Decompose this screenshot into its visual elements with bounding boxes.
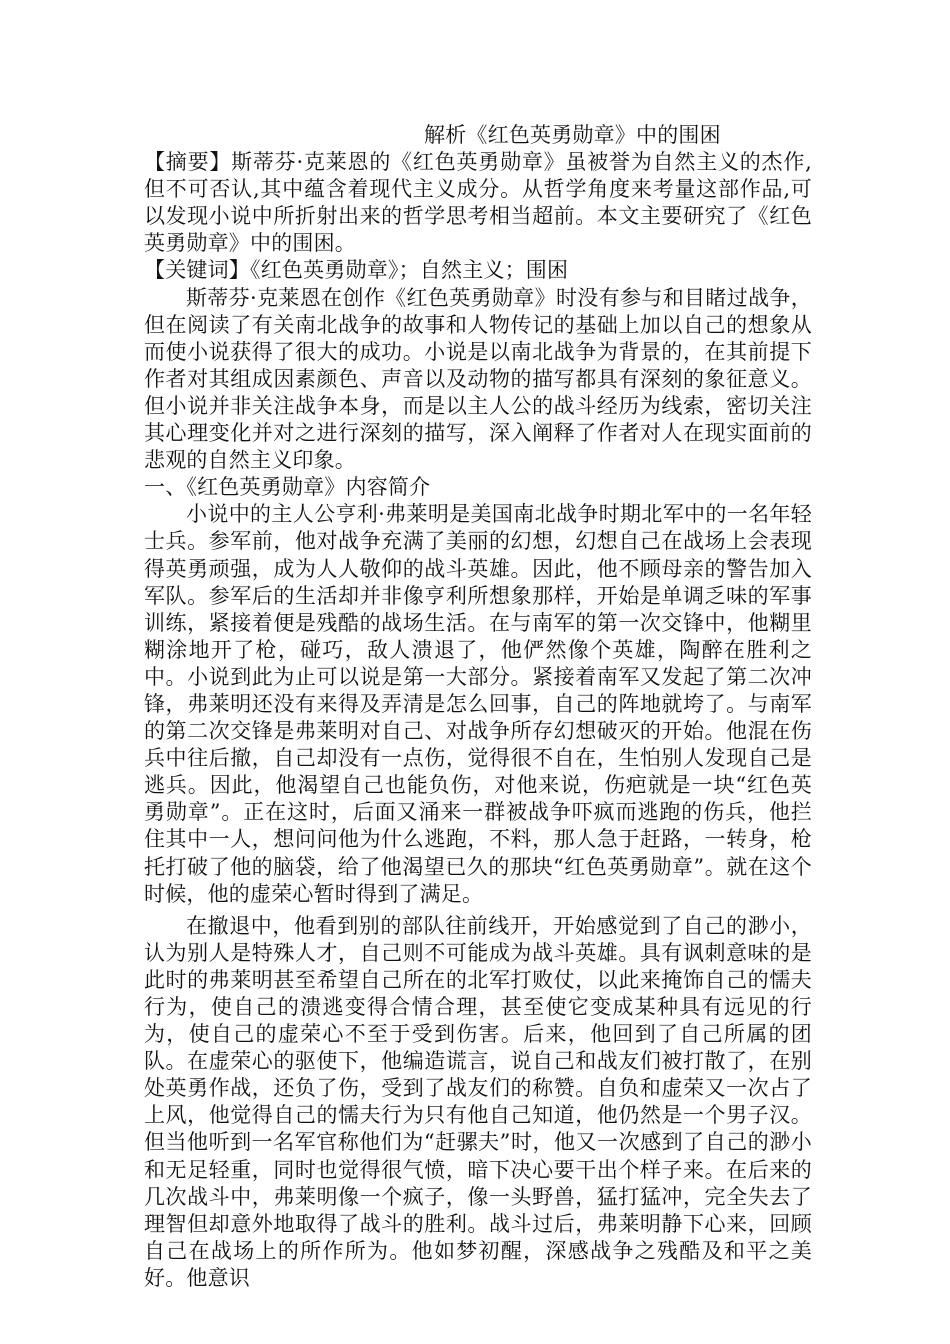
body-paragraph: 在撤退中，他看到别的部队往前线开，开始感觉到了自己的渺小，认为别人是特殊人才，自己则不可能成为战斗英雄。具有讽刺意味的是此时的弗莱明甚至希望自己所在的北军打败仗，以此来掩饰自己的懦夫行为，使自己的溃逃变得合情合理，甚至使它变成某种具有远见的行为，使自己的虚荣心不至于受到伤害。后来，他回到了自己所属的团队。在虚荣心的驱使下，他编造谎言，说自己和战友们被打散了，在别处英勇作战，还负了伤，受到了战友们的称赞。自负和虚荣又一次占了上风，他觉得自己的懦夫行为只有他自己知道，他仍然是一个男子汉。但当他听到一名军官称他们为“赶骡夫”时，他又一次感到了自己的渺小和无足轻重，同时也觉得很气愤，暗下决心要干出个样子来。在后来的几次战斗中，弗莱明像一个疯子，像一头野兽，猛打猛冲，完全失去了理智但却意外地取得了战斗的胜利。战斗过后，弗莱明静下心来，回顾自己在战场上的所作所为。他如梦初醒，深感战争之残酷及和平之美好。他意识 bbox=[144, 913, 812, 1290]
document-page bbox=[144, 122, 812, 1292]
document-title: 解析《红色英勇勋章》中的围困 bbox=[424, 123, 721, 147]
body-paragraph: 小说中的主人公亨利·弗莱明是美国南北战争时期北军中的一名年轻士兵。参军前，他对战争充满了美丽的幻想，幻想自己在战场上会表现得英勇顽强，成为人人敬仰的战斗英雄。因此，他不顾母亲的警告加入军队。参军后的生活却并非像亨利所想象那样，开始是单调乏味的军事训练，紧接着便是残酷的战场生活。在与南军的第一次交锋中，他糊里糊涂地开了枪，碰巧，敌人溃退了，他俨然像个英雄，陶醉在胜利之中。小说到此为止可以说是第一大部分。紧接着南军又发起了第二次冲锋，弗莱明还没有来得及弄清是怎么回事，自己的阵地就垮了。与南军的第二次交锋是弗莱明对自己、对战争所存幻想破灭的开始。他混在伤兵中往后撤，自己却没有一点伤，觉得很不自在，生怕别人发现自己是逃兵。因此，他渴望自己也能负伤，对他来说，伤疤就是一块“红色英勇勋章”。正在这时，后面又涌来一群被战争吓疯而逃跑的伤兵，他拦住其中一人，想问问他为什么逃跑，不料，那人急于赶路，一转身，枪托打破了他的脑袋，给了他渴望已久的那块“红色英勇勋章”。就在这个时候，他的虚荣心暂时得到了满足。 bbox=[144, 502, 812, 906]
keywords: 【关键词】《红色英勇勋章》；自然主义；围困 bbox=[144, 258, 569, 283]
section-heading: 一、《红色英勇勋章》内容简介 bbox=[144, 475, 431, 500]
abstract: 【摘要】斯蒂芬·克莱恩的《红色英勇勋章》虽被誉为自然主义的杰作,但不可否认,其中蕴含着现代主义成分。从哲学角度来考量这部作品,可以发现小说中所折射出来的哲学思考相当超前。本文主要研究了《红色英勇勋章》中的围困。 bbox=[144, 150, 812, 256]
intro-paragraph: 斯蒂芬·克莱恩在创作《红色英勇勋章》时没有参与和目睹过战争，但在阅读了有关南北战争的故事和人物传记的基础上加以自己的想象从而使小说获得了很大的成功。小说是以南北战争为背景的，在其前提下作者对其组成因素颜色、声音以及动物的描写都具有深刻的象征意义。但小说并非关注战争本身，而是以主人公的战斗经历为线索，密切关注其心理变化并对之进行深刻的描写，深入阐释了作者对人在现实面前的悲观的自然主义印象。 bbox=[144, 285, 812, 473]
